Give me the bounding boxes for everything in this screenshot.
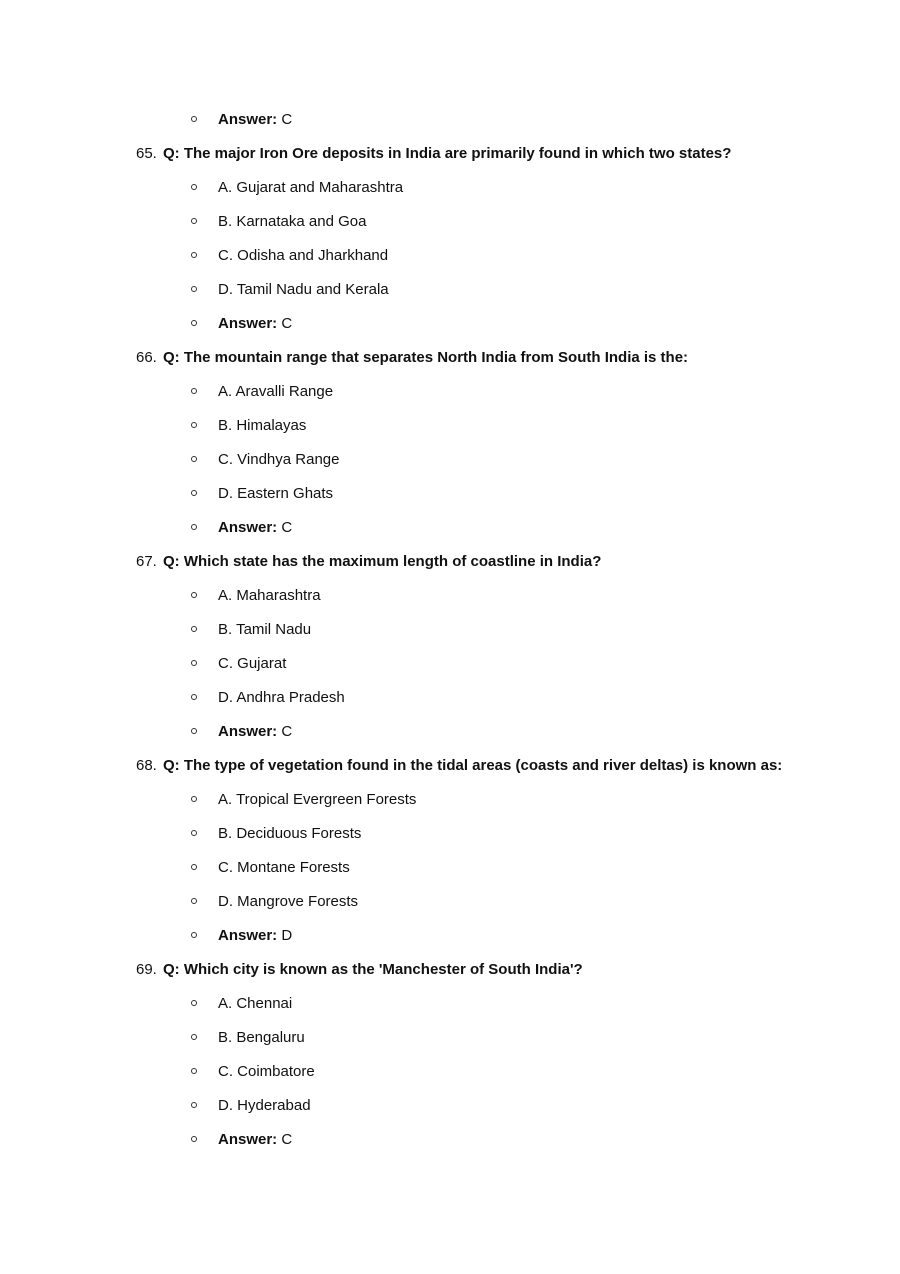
- answer-line: [0, 307, 900, 341]
- option-text: C. Coimbatore: [218, 1063, 315, 1080]
- bullet-icon: [191, 286, 197, 292]
- option-line: [0, 579, 900, 613]
- option-text: C. Vindhya Range: [218, 451, 340, 468]
- bullet-icon: [191, 932, 197, 938]
- option-text: B. Deciduous Forests: [218, 825, 362, 842]
- bullet-icon: [191, 320, 197, 326]
- question-line: [0, 953, 900, 987]
- bullet-icon: [191, 490, 197, 496]
- option-line: [0, 239, 900, 273]
- answer-text: [218, 307, 292, 341]
- option-line: [0, 1055, 900, 1089]
- bullet-icon: [191, 184, 197, 190]
- question-line: [0, 137, 900, 171]
- bullet-icon: [191, 252, 197, 258]
- question-line: [0, 545, 900, 579]
- answer-line: [0, 511, 900, 545]
- answer-label: Answer:: [218, 927, 278, 944]
- option-text: A. Chennai: [218, 995, 293, 1012]
- question-text: Q: Which city is known as the 'Manchester of South India'?: [163, 961, 583, 978]
- option-text: B. Bengaluru: [218, 1029, 305, 1046]
- answer-line: [0, 919, 900, 953]
- bullet-icon: [191, 626, 197, 632]
- answer-value: C: [281, 723, 293, 740]
- bullet-icon: [191, 524, 197, 530]
- answer-text: [218, 103, 292, 137]
- option-text: A. Gujarat and Maharashtra: [218, 179, 404, 196]
- option-text: C. Montane Forests: [218, 859, 350, 876]
- answer-text: [218, 1123, 292, 1157]
- option-text: D. Andhra Pradesh: [218, 689, 345, 706]
- answer-value: C: [281, 111, 293, 128]
- bullet-icon: [191, 456, 197, 462]
- option-line: [0, 885, 900, 919]
- option-line: [0, 171, 900, 205]
- bullet-icon: [191, 116, 197, 122]
- bullet-icon: [191, 660, 197, 666]
- answer-label: Answer:: [218, 1131, 278, 1148]
- option-line: [0, 477, 900, 511]
- bullet-icon: [191, 898, 197, 904]
- option-line: [0, 273, 900, 307]
- question-line: [0, 749, 900, 783]
- option-text: A. Aravalli Range: [218, 383, 334, 400]
- answer-label: Answer:: [218, 111, 278, 128]
- option-text: D. Eastern Ghats: [218, 485, 334, 502]
- option-text: C. Odisha and Jharkhand: [218, 247, 389, 264]
- question-number: 69.: [136, 961, 157, 978]
- answer-value: C: [281, 1131, 293, 1148]
- option-line: [0, 987, 900, 1021]
- bullet-icon: [191, 1068, 197, 1074]
- answer-line: [0, 1123, 900, 1157]
- option-line: [0, 375, 900, 409]
- option-line: [0, 205, 900, 239]
- option-text: D. Hyderabad: [218, 1097, 311, 1114]
- answer-value: D: [281, 927, 293, 944]
- option-text: B. Karnataka and Goa: [218, 213, 367, 230]
- option-line: [0, 681, 900, 715]
- answer-label: Answer:: [218, 519, 278, 536]
- question-line: [0, 341, 900, 375]
- option-text: D. Tamil Nadu and Kerala: [218, 281, 389, 298]
- option-text: C. Gujarat: [218, 655, 287, 672]
- option-line: [0, 783, 900, 817]
- answer-value: C: [281, 519, 293, 536]
- bullet-icon: [191, 1102, 197, 1108]
- option-line: [0, 409, 900, 443]
- option-line: [0, 443, 900, 477]
- answer-text: [218, 919, 292, 953]
- answer-text: [218, 715, 292, 749]
- option-line: [0, 647, 900, 681]
- bullet-icon: [191, 218, 197, 224]
- option-text: A. Tropical Evergreen Forests: [218, 791, 417, 808]
- bullet-icon: [191, 864, 197, 870]
- option-text: A. Maharashtra: [218, 587, 321, 604]
- bullet-icon: [191, 728, 197, 734]
- answer-text: [218, 511, 292, 545]
- option-line: [0, 1089, 900, 1123]
- bullet-icon: [191, 796, 197, 802]
- bullet-icon: [191, 1000, 197, 1006]
- option-line: [0, 851, 900, 885]
- option-text: B. Himalayas: [218, 417, 307, 434]
- answer-line: [0, 103, 900, 137]
- option-text: D. Mangrove Forests: [218, 893, 359, 910]
- question-number: 65.: [136, 145, 157, 162]
- question-number: 67.: [136, 553, 157, 570]
- bullet-icon: [191, 694, 197, 700]
- question-number: 66.: [136, 349, 157, 366]
- option-line: [0, 613, 900, 647]
- bullet-icon: [191, 1034, 197, 1040]
- question-text: Q: The major Iron Ore deposits in India are primarily found in which two states?: [163, 145, 732, 162]
- bullet-icon: [191, 388, 197, 394]
- question-number: 68.: [136, 757, 157, 774]
- bullet-icon: [191, 830, 197, 836]
- option-text: B. Tamil Nadu: [218, 621, 312, 638]
- question-text: Q: Which state has the maximum length of coastline in India?: [163, 553, 602, 570]
- option-line: [0, 1021, 900, 1055]
- answer-label: Answer:: [218, 723, 278, 740]
- question-text: Q: The mountain range that separates North India from South India is the:: [163, 349, 689, 366]
- bullet-icon: [191, 592, 197, 598]
- answer-value: C: [281, 315, 293, 332]
- answer-label: Answer:: [218, 315, 278, 332]
- bullet-icon: [191, 1136, 197, 1142]
- answer-line: [0, 715, 900, 749]
- bullet-icon: [191, 422, 197, 428]
- question-text: Q: The type of vegetation found in the tidal areas (coasts and river deltas) is known as:: [163, 757, 783, 774]
- option-line: [0, 817, 900, 851]
